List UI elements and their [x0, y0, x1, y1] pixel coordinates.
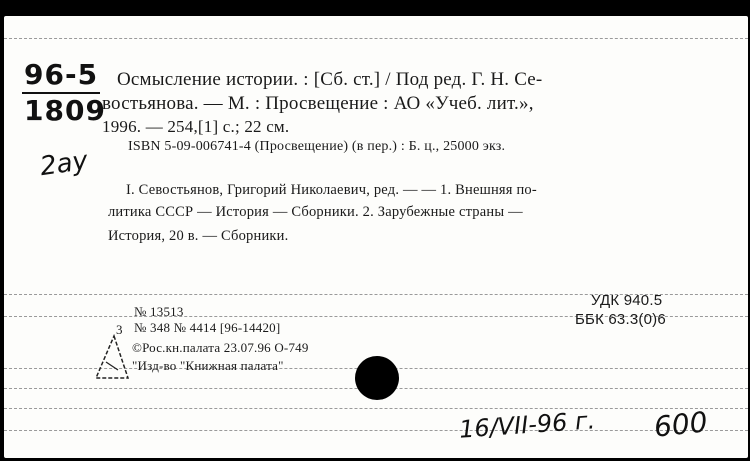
- tracing-line-2: литика СССР — История — Сборники. 2. Зарубежные страны —: [108, 204, 523, 220]
- registry-publisher: "Изд-во "Книжная палата": [132, 358, 284, 373]
- entry-line-3: 1996. — 254,[1] с.; 22 см.: [102, 117, 290, 136]
- bbk-code: ББК 63.3(0)6: [575, 311, 666, 328]
- shelfmark-bottom: 1809: [24, 94, 106, 127]
- isbn-line: ISBN 5-09-006741-4 (Просвещение) (в пер.) : Б. ц., 25000 экз.: [128, 139, 506, 154]
- registry-prefix: 3: [116, 322, 123, 337]
- entry-line-1: Осмысление истории. : [Сб. ст.] / Под ред. Г. Н. Се-: [117, 69, 543, 90]
- handwritten-number: 600: [652, 405, 710, 444]
- registry-copyright: ©Рос.кн.палата 23.07.96 О-749: [132, 340, 309, 355]
- triangle-mark-icon: [92, 332, 132, 386]
- card-rule: [4, 38, 748, 39]
- registry-line-2: № 348 № 4414 [96-14420]: [134, 320, 281, 335]
- handwritten-date: 16/VII-96 г.: [458, 406, 597, 444]
- punch-hole: [355, 356, 399, 400]
- shelfmark-top: 96-5: [24, 58, 99, 91]
- card-rule: [4, 408, 748, 409]
- tracing-line-1: I. Севостьянов, Григорий Николаевич, ред. — — 1. Внешняя по-: [126, 182, 537, 198]
- entry-line-2: востьянова. — М. : Просвещение : АО «Учеб. лит.»,: [102, 93, 534, 114]
- shelfmark-note: 2ay: [38, 145, 90, 183]
- registry-number: № 13513: [134, 304, 184, 319]
- tracing-line-3: История, 20 в. — Сборники.: [108, 228, 289, 244]
- udk-code: УДК 940.5: [591, 292, 663, 309]
- card-rule: [4, 430, 748, 431]
